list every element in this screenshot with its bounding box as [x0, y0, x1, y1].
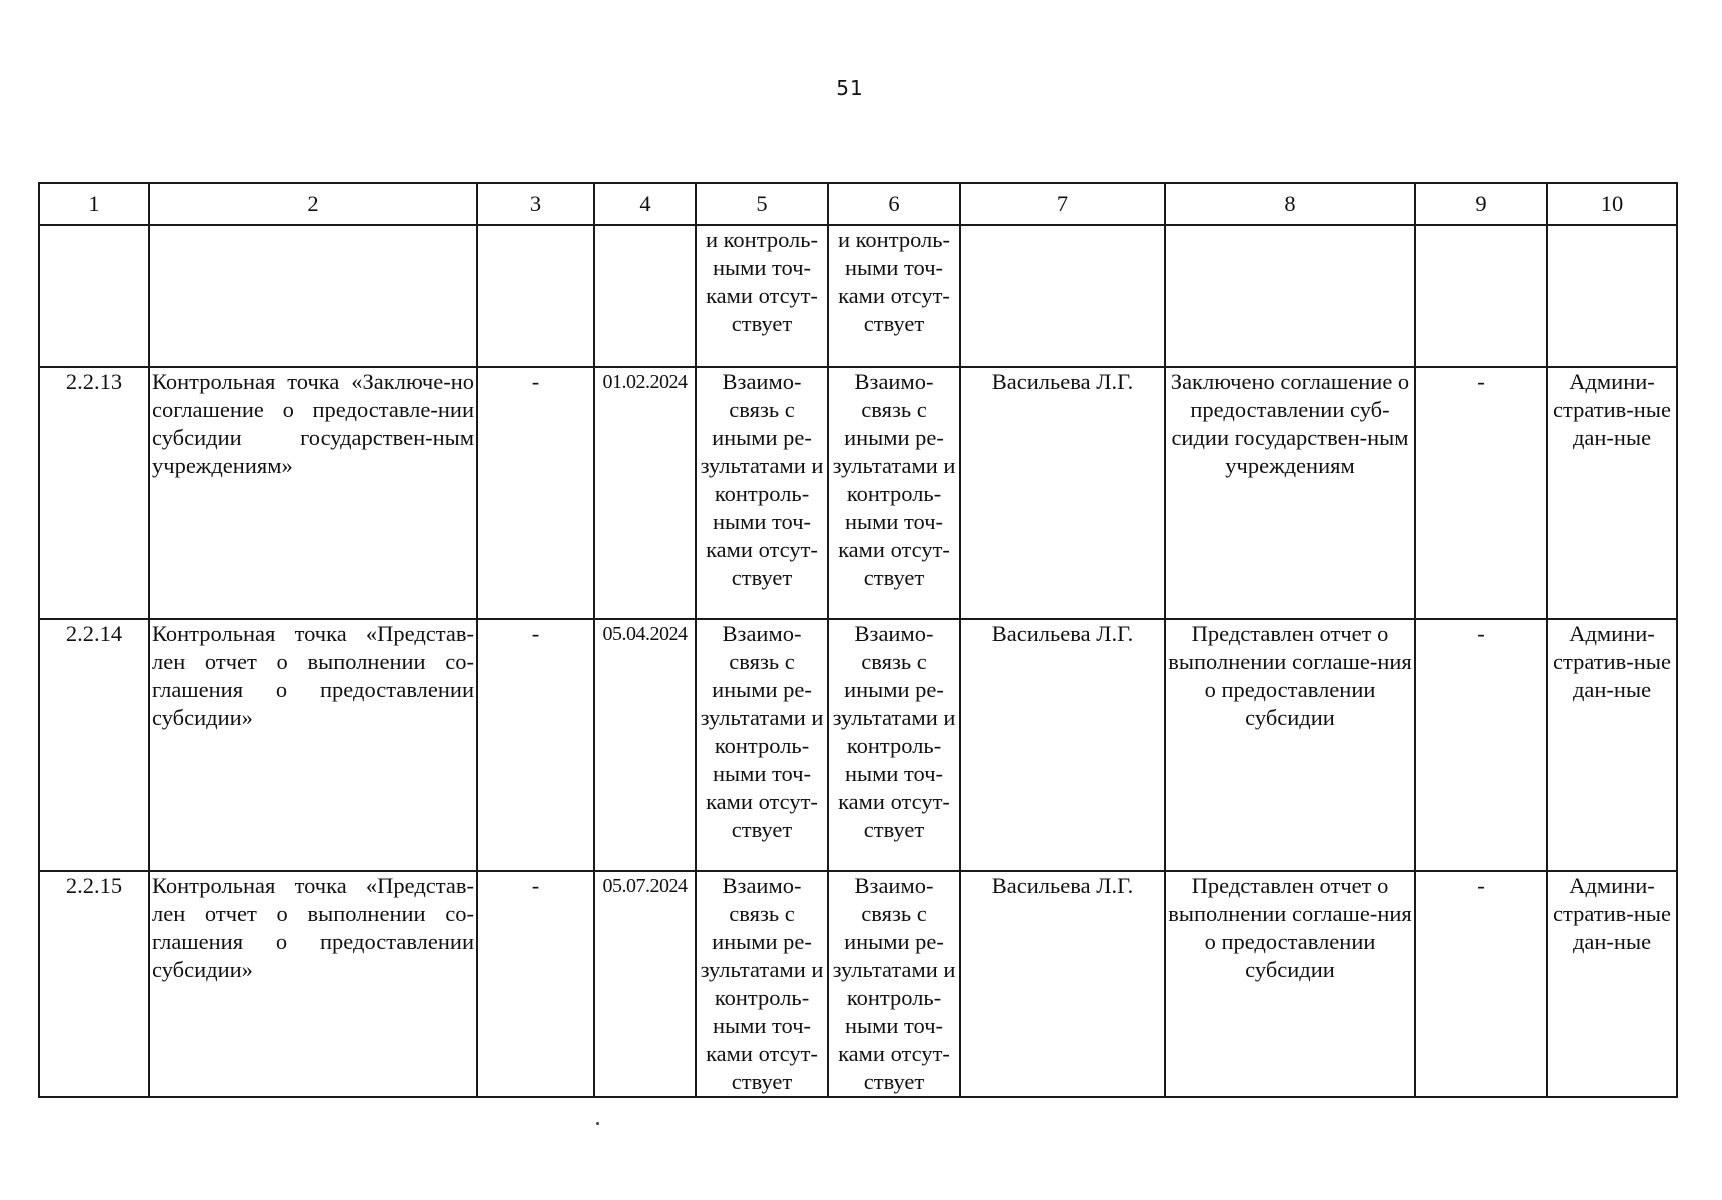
- result-description: Заключено соглашение о предоставлении суб-сидии государствен-ным учреждениям: [1165, 367, 1415, 619]
- header-row: [39, 183, 1677, 225]
- col9-value: -: [1415, 871, 1547, 1097]
- relation-points-cell: Взаимо-связь с иными ре-зультатами и контроль-ными точ-ками отсут-ствует: [828, 619, 960, 871]
- table-row: [39, 367, 1677, 619]
- table-cell: [1165, 225, 1415, 367]
- header-col-5: 5: [696, 183, 828, 225]
- result-description: Представлен отчет о выполнении соглаше-ния о предоставлении субсидии: [1165, 619, 1415, 871]
- responsible-person: Васильева Л.Г.: [960, 619, 1165, 871]
- relation-points-cell: Взаимо-связь с иными ре-зультатами и контроль-ными точ-ками отсут-ствует: [828, 871, 960, 1097]
- control-point-name: Контрольная точка «Представ-лен отчет о выполнении со-глашения о предоставлении субсидии»: [149, 871, 477, 1097]
- header-col-1: 1: [39, 183, 149, 225]
- header-col-7: 7: [960, 183, 1165, 225]
- responsible-person: Васильева Л.Г.: [960, 871, 1165, 1097]
- header-col-8: 8: [1165, 183, 1415, 225]
- row-number: 2.2.13: [39, 367, 149, 619]
- col3-value: -: [477, 619, 594, 871]
- relation-results-cell: Взаимо-связь с иными ре-зультатами и контроль-ными точ-ками отсут-ствует: [696, 619, 828, 871]
- table-cell: [594, 225, 696, 367]
- data-source: Админи-стратив-ные дан-ные: [1547, 871, 1677, 1097]
- row-number: 2.2.15: [39, 871, 149, 1097]
- result-description: Представлен отчет о выполнении соглаше-ния о предоставлении субсидии: [1165, 871, 1415, 1097]
- data-source: Админи-стратив-ные дан-ные: [1547, 619, 1677, 871]
- table-row: [39, 619, 1677, 871]
- relation-results-cell: Взаимо-связь с иными ре-зультатами и контроль-ными точ-ками отсут-ствует: [696, 871, 828, 1097]
- col3-value: -: [477, 367, 594, 619]
- table-cell: [39, 225, 149, 367]
- table-cell: [1547, 225, 1677, 367]
- due-date: 05.04.2024: [594, 619, 696, 871]
- table-row: [39, 871, 1677, 1097]
- col3-value: -: [477, 871, 594, 1097]
- table-cell: [960, 225, 1165, 367]
- table-cell: [1415, 225, 1547, 367]
- due-date: 01.02.2024: [594, 367, 696, 619]
- relation-results-cell: и контроль-ными точ-ками отсут-ствует: [696, 225, 828, 367]
- header-col-3: 3: [477, 183, 594, 225]
- control-point-name: Контрольная точка «Заключе-но соглашение о предоставле-нии субсидии государствен-ным учреждениям»: [149, 367, 477, 619]
- data-source: Админи-стратив-ные дан-ные: [1547, 367, 1677, 619]
- header-col-10: 10: [1547, 183, 1677, 225]
- table-cell: [477, 225, 594, 367]
- relation-points-cell: Взаимо-связь с иными ре-зультатами и контроль-ными точ-ками отсут-ствует: [828, 367, 960, 619]
- scan-speck: [596, 1122, 599, 1125]
- header-col-6: 6: [828, 183, 960, 225]
- col9-value: -: [1415, 619, 1547, 871]
- continuation-row: [39, 225, 1677, 367]
- relation-results-cell: Взаимо-связь с иными ре-зультатами и контроль-ными точ-ками отсут-ствует: [696, 367, 828, 619]
- table-cell: [149, 225, 477, 367]
- header-col-2: 2: [149, 183, 477, 225]
- relation-points-cell: и контроль-ными точ-ками отсут-ствует: [828, 225, 960, 367]
- page-number: 51: [836, 76, 864, 100]
- row-number: 2.2.14: [39, 619, 149, 871]
- col9-value: -: [1415, 367, 1547, 619]
- header-col-4: 4: [594, 183, 696, 225]
- header-col-9: 9: [1415, 183, 1547, 225]
- control-point-name: Контрольная точка «Представ-лен отчет о выполнении со-глашения о предоставлении субсидии»: [149, 619, 477, 871]
- responsible-person: Васильева Л.Г.: [960, 367, 1165, 619]
- control-points-table: [38, 182, 1678, 1098]
- due-date: 05.07.2024: [594, 871, 696, 1097]
